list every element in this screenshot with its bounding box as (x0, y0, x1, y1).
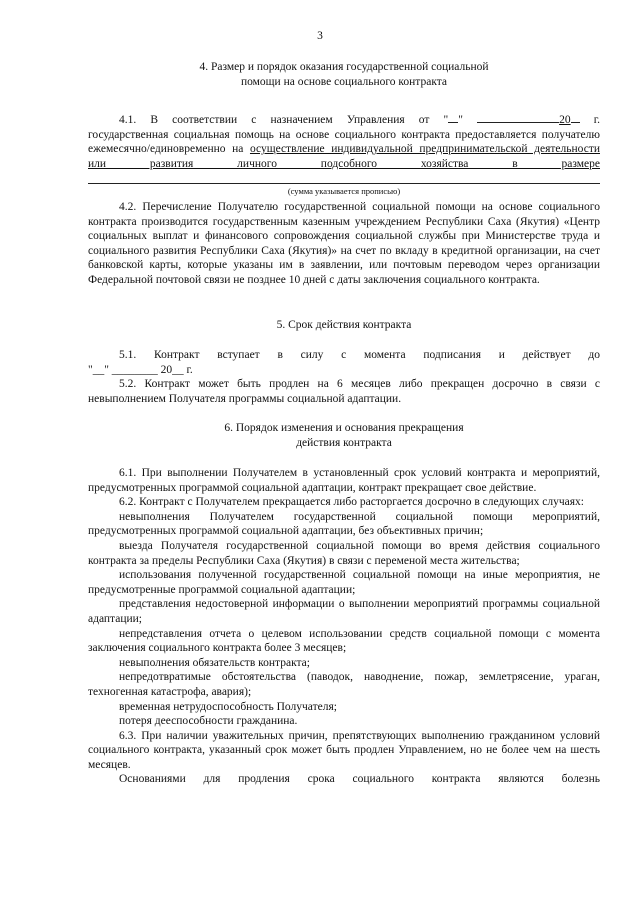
paragraph-5-1-text: 5.1. Контракт вступает в силу с момента подписания и действует до (119, 349, 600, 361)
section-6-heading-line1: 6. Порядок изменения и основания прекращения (224, 422, 464, 434)
list-item: представления недостоверной информации о выполнении мероприятий программы социальной адаптации; (88, 598, 600, 625)
paragraph-4-1 (88, 112, 600, 171)
amount-caption: (сумма указывается прописью) (287, 186, 401, 196)
list-item: невыполнения обязательств контракта; (119, 656, 310, 669)
p41-purpose: осуществление индивидуальной предпринимательской деятельности или развития личного подсобного хозяйства в размере (88, 143, 600, 170)
list-item: потеря дееспособности гражданина. (119, 715, 298, 728)
year-suffix: г. (579, 114, 601, 126)
paragraph-6-1: 6.1. При выполнении Получателем в установленный срок условий контракта и мероприятий, предусмотренных программой социальной адаптации, контракт прекращает свое действие. (88, 467, 600, 494)
month-blank (477, 112, 559, 123)
year-prefix: 20 (559, 114, 571, 126)
paragraph-6-4: Основаниями для продления срока социального контракта являются болезнь (119, 773, 600, 786)
list-item: использования полученной государственной социальной помощи на иные мероприятия, не предусмотренные программой социальной адаптации; (88, 569, 600, 596)
day-blank (448, 112, 458, 123)
list-item: непредотвратимые обстоятельства (паводок, наводнение, пожар, землетрясение, ураган, техногенная катастрофа, авария); (88, 671, 600, 698)
paragraph-4-2-text: 4.2. Перечисление Получателю государственной социальной помощи на основе социального контракта производится государственным казенным учреждением Республики Саха (Якутия) «Центр социальных выплат и финансового сопровождения социальной службы при Министерстве труда и социального развития Республики Саха (Якутия)» на счет по вкладу в кредитной организации, на счет банковской карты, которые указаны им в заявлении, или почтовым переводом через организации Федеральной почтовой связи не позднее 10 дней с даты заключения социального контракта. (88, 201, 600, 286)
amount-line (88, 183, 600, 184)
section-4-heading-line1: 4. Размер и порядок оказания государственной социальной (199, 61, 489, 73)
paragraph-6-3: 6.3. При наличии уважительных причин, препятствующих выполнению гражданином условий социального контракта, указанный срок может быть продлен Управлением, но не более чем на шесть месяцев. (88, 729, 600, 771)
section-4-heading (88, 60, 600, 90)
section-6-heading (88, 421, 600, 451)
paragraph-5-2-text: 5.2. Контракт может быть продлен на 6 месяцев либо прекращен досрочно в связи с невыполнением Получателя программы социальной адаптации. (88, 378, 600, 405)
paragraph-6-2: 6.2. Контракт с Получателем прекращается либо расторгается досрочно в следующих случаях: (119, 496, 584, 509)
list-item: временная нетрудоспособность Получателя; (119, 700, 337, 713)
section-6-heading-line2: действия контракта (296, 437, 392, 449)
section-6-body (88, 466, 600, 787)
paragraph-5-1-date: "__" ________ 20__ г. (88, 363, 193, 376)
list-item: выезда Получателя государственной социальной помощи во время действия социального контракта за пределы Республики Саха (Якутия) в связи с переменой места жительства; (88, 539, 600, 567)
paragraph-4-1-cont (88, 128, 600, 172)
year-blank (571, 112, 580, 123)
paragraph-5-1 (88, 348, 600, 406)
section-4-heading-line2: помощи на основе социального контракта (240, 76, 448, 88)
p41-lead: 4.1. В соответствии с назначением Управления от " (119, 114, 449, 126)
list-item: непредставления отчета о целевом использовании средств социальной помощи с момента заключения социального контракта более 3 месяцев; (88, 627, 600, 655)
p41-body: государственная социальная помощь на основе социального контракта предоставляется получателю ежемесячно/единовременно на (88, 128, 600, 156)
page-number: 3 (317, 30, 323, 42)
list-item: невыполнения Получателем государственной социальной помощи мероприятий, предусмотренных программой социальной адаптации, без объективных причин; (88, 510, 600, 538)
paragraph-4-1-text (88, 112, 600, 128)
paragraph-4-2 (88, 200, 600, 288)
section-5-heading: 5. Срок действия контракта (276, 319, 412, 331)
p41-quote: " (458, 114, 463, 126)
